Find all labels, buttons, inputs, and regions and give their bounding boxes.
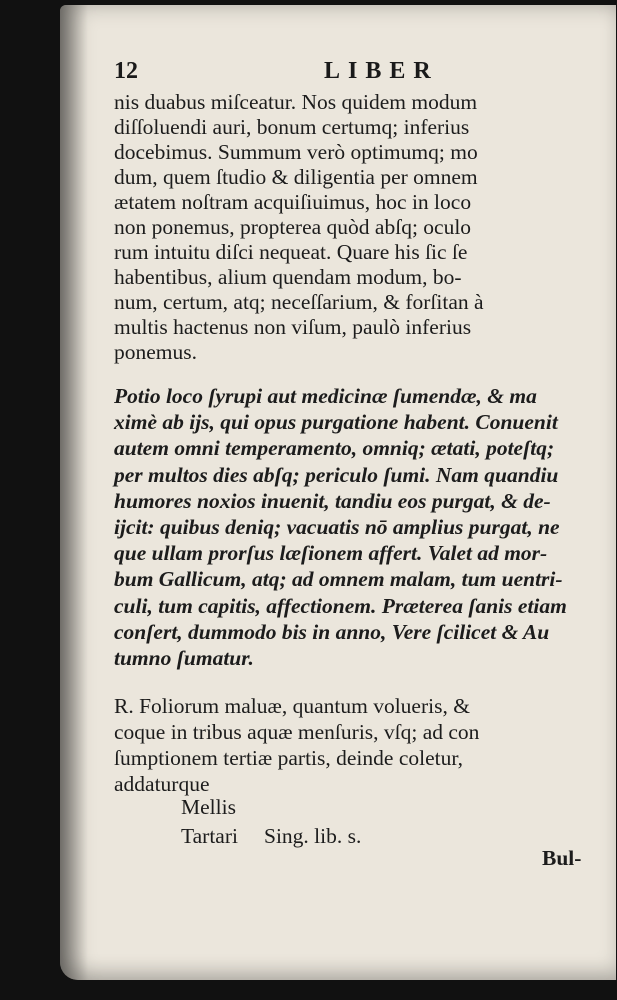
text-line: dum, quem ſtudio & diligentia per omnem — [114, 165, 478, 189]
ingredient-list — [181, 793, 361, 851]
text-line: bum Gallicum, atq; ad omnem malam, tum uentri- — [114, 567, 563, 592]
text-line: culi, tum capitis, affectionem. Præterea ſanis etiam — [114, 593, 567, 618]
text-line: que ullam prorſus læſionem affert. Valet ad mor- — [114, 541, 548, 566]
catchword: Bul- — [542, 846, 582, 870]
ingredient-name: Mellis — [181, 795, 236, 819]
text-line: tumno ſumatur. — [114, 645, 254, 670]
text-line: Potio loco ſyrupi aut medicinæ ſumendæ, & ma — [114, 384, 537, 408]
text-line: humores noxios inuenit, tandiu eos purgat, & de- — [114, 488, 551, 513]
italic-paragraph — [114, 383, 588, 671]
text-line: docebimus. Summum verò optimumq; mo — [114, 140, 478, 164]
text-line: addaturque — [114, 772, 210, 796]
ingredient-dose: Sing. lib. s. — [263, 824, 362, 848]
page-header — [114, 58, 574, 94]
text-line: autem omni temperamento, omniq; ætati, poteſtq; — [114, 436, 555, 461]
text-line: rum intuitu diſci nequeat. Quare his ſic ſe — [114, 240, 468, 264]
text-line: ſumptionem tertiæ partis, deinde coletur, — [114, 746, 464, 770]
page-number: 12 — [114, 58, 138, 84]
ingredient-line — [181, 822, 361, 851]
text-line: multis hactenus non viſum, paulò inferius — [114, 315, 472, 339]
text-line: non ponemus, propterea quòd abſq; oculo — [114, 215, 472, 239]
text-line: num, certum, atq; neceſſarium, & forſitan à — [114, 290, 484, 314]
text-line: R. Foliorum maluæ, quantum volueris, & — [114, 694, 470, 718]
text-line: habentibus, alium quendam modum, bo- — [114, 265, 462, 289]
roman-paragraph — [114, 90, 588, 365]
text-line: ponemus. — [114, 340, 198, 364]
ingredient-line — [181, 793, 361, 822]
text-line: per multos dies abſq; periculo ſumi. Nam quandiu — [114, 462, 559, 487]
spine-shadow — [60, 5, 88, 980]
text-line: diſſoluendi auri, bonum certumq; inferius — [114, 115, 470, 139]
ingredient-name: Tartari — [181, 824, 238, 848]
text-line: nis duabus miſceatur. Nos quidem modum — [114, 90, 478, 114]
text-line: ximè ab ijs, qui opus purgatione habent. Conuenit — [114, 410, 558, 435]
text-line: ijcit: quibus deniq; vacuatis nō amplius purgat, ne — [114, 514, 560, 539]
running-title: LIBER — [324, 58, 439, 84]
text-line: conſert, dummodo bis in anno, Vere ſcilicet & Au — [114, 619, 550, 644]
recipe-paragraph — [114, 693, 588, 797]
text-line: ætatem noſtram acquiſiuimus, hoc in loco — [114, 190, 472, 214]
text-line: coque in tribus aquæ menſuris, vſq; ad con — [114, 720, 480, 744]
